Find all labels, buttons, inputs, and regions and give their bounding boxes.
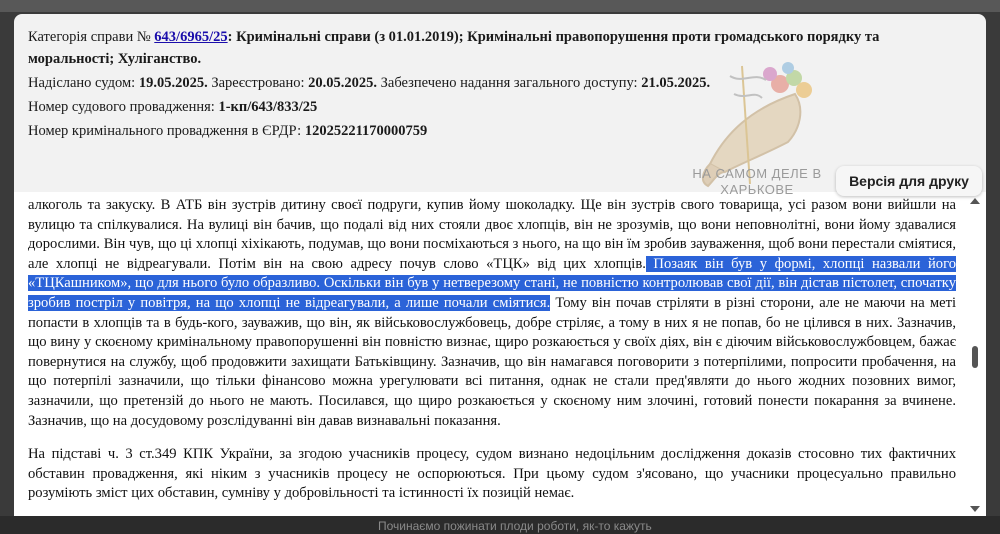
registered-label: Зареєстровано: xyxy=(211,75,305,91)
proceeding-label: Номер судового провадження: xyxy=(28,99,215,115)
paragraph-ruling: На підставі ч. 3 ст.349 КПК України, за згодою учасників процесу, судом визнано недоцільним дослідження доказів стосовно тих фактичних обставин провадження, які ніким з учасників процесу не оспорюються. При цьому судом з'ясовано, що учасники процесуально правильно розуміють зміст цих обставин, сумніву у добровільності та істинності їх позицій немає. xyxy=(28,446,956,502)
background-post-text: Починаємо пожинати плоди роботи, як-то кажуть xyxy=(378,519,652,533)
proceeding-value: 1-кп/643/833/25 xyxy=(218,99,318,115)
scroll-down-arrow-icon[interactable] xyxy=(970,506,980,512)
erdr-label: Номер кримінального провадження в ЄРДР: xyxy=(28,123,302,139)
sent-date: 19.05.2025. xyxy=(138,75,208,91)
category-label: Категорія справи № xyxy=(28,29,151,45)
access-label: Забезпечено надання загального доступу: xyxy=(380,75,638,91)
text-end: Тому він почав стріляти в різні сторони, але не маючи на меті попасти в хлопців та в будь-кого, зауважив, що він, як військовослужбовець, добре стріляє, а тому в них я не попав, бо не цілився в них. Зазначив, що вину у скоєному кримінальному правопорушенні він повністю визнає, щиро розкаюється у своїх діях, він є діючим військовослужбовцем, бажає повернутися на службу, щоб продовжити захищати Батьківщину. Зазначив, що він намагався поговорити з потерпілими, попросити пробачення, на що потерпілі зазначили, що тільки фінансово можна урегулювати всі питання, однак не стали пред'являти до нього жодних позовних вимог, зазначили, що претензій до нього не мають. Посилався, що щиро розкаюється у скоєному ним злочині, готовий понести покарання за вчинене. Зазначив, що на досудовому розслідуванні він давав визнавальні показання. xyxy=(28,294,957,429)
erdr-value: 12025221170000759 xyxy=(304,123,428,139)
sent-label: Надіслано судом: xyxy=(28,75,136,91)
case-number-link[interactable]: 643/6965/25 xyxy=(154,29,228,45)
print-version-button[interactable]: Версія для друку xyxy=(836,166,982,196)
background-top-bar xyxy=(0,0,1000,12)
registered-date: 20.05.2025. xyxy=(308,75,378,91)
category-row: Категорія справи № 643/6965/25: Кримінальні справи (з 01.01.2019); Кримінальні правопорушення проти громадського порядку та моральності; Хуліганство. xyxy=(28,29,880,67)
selected-text: Позаяк він був у формі, хлопці назвали його «ТЦКашником», що для нього було образливо. Оскільки він був у нетверезому стані, не повністю контролював свої дії, він дістав пістолет, спочатку зробив постріл у повітря, на що хлопці не відреагували, а лише почали сміятися. xyxy=(28,255,956,311)
access-date: 21.05.2025. xyxy=(641,75,711,91)
scroll-up-arrow-icon[interactable] xyxy=(970,198,980,204)
paragraph-testimony xyxy=(28,196,956,431)
text-start: алкоголь та закуску. В АТБ він зустрів дитину своєї подруги, купив йому шоколадку. Ще він зустрів свого товарища, усі разом вони вийшли на вулицю та спілкувалися. На вулиці він бачив, що подалі від них стояли двоє хлопців, він не зрозумів, що вони неповнолітні, вони йому здавалися дорослими. Він чув, що ці хлопці хіхікають, подумав, що вони посміхаються з нього, на що він їм зробив зауваження, щоб вони перестали сміятися, але хлопці не відреагували. Потім він на свою адресу почув слово «ТЦК» від цих хлопців. xyxy=(28,197,956,272)
watermark-logo-text xyxy=(682,166,832,198)
category-value: Кримінальні справи (з 01.01.2019); Кримінальні правопорушення проти громадського порядку та моральності; Хуліганство. xyxy=(28,29,880,67)
scroll-thumb[interactable] xyxy=(972,346,978,368)
logo-text-line2: ХАРЬКОВЕ xyxy=(720,182,794,197)
document-text xyxy=(28,196,956,518)
logo-text-line1: НА САМОМ ДЕЛЕ В xyxy=(692,166,822,181)
